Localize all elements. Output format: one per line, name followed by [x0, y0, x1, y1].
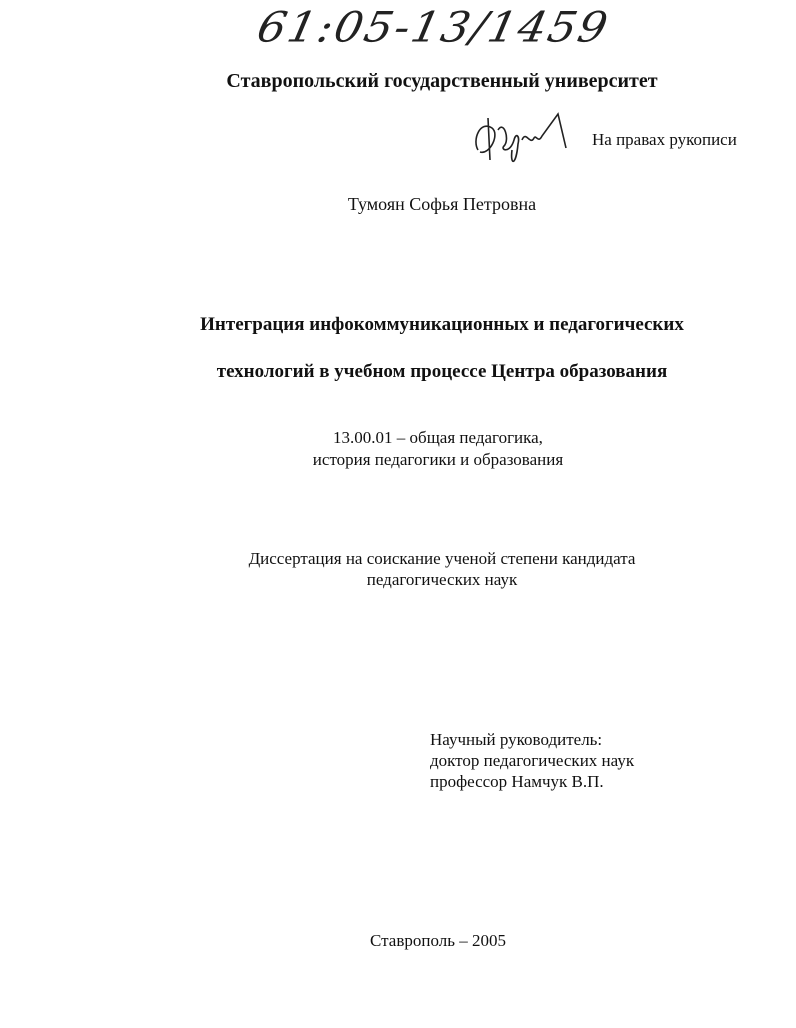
city-year: Ставрополь – 2005	[370, 931, 506, 950]
handwritten-archive-number: 61:05-13/1459	[252, 3, 614, 52]
degree-line-1: Диссертация на соискание ученой степени кандидата	[248, 549, 636, 568]
manuscript-rights-label: На правах рукописи	[592, 130, 737, 149]
supervisor-label: Научный руководитель:	[430, 730, 603, 749]
dissertation-title-line-2: технологий в учебном процессе Центра образования	[216, 361, 668, 382]
specialty-line-1: 13.00.01 – общая педагогика,	[333, 428, 543, 447]
supervisor-degree: доктор педагогических наук	[430, 751, 635, 770]
author-name: Тумоян Софья Петровна	[347, 194, 537, 214]
university-name: Ставропольский государственный университет	[226, 70, 658, 92]
signature	[470, 110, 570, 170]
supervisor-name: профессор Намчук В.П.	[430, 772, 604, 791]
degree-line-2: педагогических наук	[366, 570, 518, 589]
specialty-line-2: история педагогики и образования	[312, 450, 564, 469]
dissertation-title-line-1: Интеграция инфокоммуникационных и педагогических	[200, 314, 684, 335]
